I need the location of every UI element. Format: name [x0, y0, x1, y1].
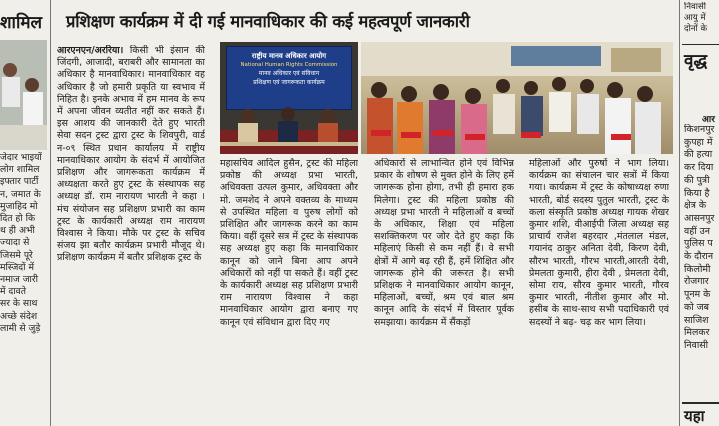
left-strip-photo	[0, 40, 47, 150]
left-strip-headline: शामिल	[0, 13, 43, 33]
banner	[226, 46, 352, 110]
article-headline: प्रशिक्षण कार्यक्रम में दी गई मानवाधिकार की कई महत्वपूर्ण जानकारी	[66, 12, 470, 31]
left-strip-text: जेदार भाइयों लोग शामिल इफ्तार पार्टी न, जमात के मुजाहिद मो दित हो कि थ ही अभी ज्यादा से जिसमे पूरे मस्जिदों में नमाज जारी में दावते सर के साथ अच्छे संदेश लामी से जुड़े	[0, 152, 42, 334]
column-divider-right	[679, 0, 680, 426]
article-column-4: महिलाओं और पुरुषों ने भाग लिया। कार्यक्रम का संचालन चार सत्रों में किया गया। कार्यक्रम में ट्रस्ट के कोषाध्यक्ष रुणा भारती, बोर्ड सदस्य पुतुल भारती, ट्रस्ट के कला संस्कृति प्रकोष्ठ अध्यक्ष गायक शेखर कुमार शशि, वीआईपी जिला अध्यक्ष सह प्राचार्य राजेश बहरदार ,मंतलाल मंडल, गयानंद ठाकुर अनिता देवी, किरण देवी, सौरभ भारती, गौरभ भारती,आरती देवी, प्रेमलता कुमारी, हीरा देवी , प्रेमलता देवी, सोमा राय, सौरव कुमार भारती, गौरव कुमार भारती, नीतीश कुमार और मो. हसीब के साथ-साथ सभी पदाधिकारी एवं सदस्यों ने बढ़- चढ़ कर भाग लिया।	[529, 158, 669, 328]
crowd-illustration	[0, 40, 47, 150]
right-strip-subtitle: आर	[702, 115, 715, 125]
banner-title-hindi: राष्ट्रीय मानव अधिकार आयोग	[251, 52, 327, 60]
stage-people-illustration	[220, 102, 358, 154]
right-strip-bottom-rule	[682, 402, 719, 404]
banner-title-english: National Human Rights Commission	[240, 62, 338, 68]
right-strip-rule	[682, 44, 719, 45]
banner-subtitle-2: प्रशिक्षण एवं जागरूकता कार्यक्रम	[253, 79, 325, 86]
right-strip-headline: वृद्ध	[684, 51, 708, 71]
right-strip-top-text: निवासी आयु में दोनों के	[684, 2, 708, 34]
article-column-1-text: किसी भी इंसान की जिंदगी, आजादी, बराबरी और सामानता का अधिकार है मानवाधिकार। मानवाधिकार वह अधिकार है जो हमारी प्रकृति या स्वभाव में निहित है। इनके अभाव में हम मानव के रूप में अपना जीवन व्यतीत नहीं कर सकते हैं। इस आशय की जानकारी देते हुए भारती सेवा सदन ट्रस्ट द्वारा ट्रस्ट के शिवपुरी, वार्ड न-०९ स्थित प्रधान कार्यालय में राष्ट्रीय मानवाधिकार आयोग के संदर्भ में आयोजित प्रशिक्षण और जागरूकता कार्यक्रम में अध्यक्षता करते हुए ट्रस्ट के संस्थापक सह अध्यक्ष डॉ. राम नारायण भारती ने कहा । मंच संयोजन सह प्रशिक्षण प्रभारी का काम ट्रस्ट के कार्यकारी अध्यक्ष राम नारायण विश्वास ने किया। मौके पर ट्रस्ट के सचिव संजय झा बतौर कार्यक्रम प्रभारी मौजूद थे। प्रशिक्षण कार्यक्रम में बतौर प्रशिक्षक ट्रस्ट के	[57, 45, 205, 264]
event-photo-audience	[361, 42, 673, 154]
article-column-1	[57, 45, 205, 405]
article-column-3: अधिकारों से लाभान्वित होने एवं विभिन्न प्रकार के शोषण से मुक्त होने के लिए हमें जागरूक होना होगा, तभी ही हमारा हक मिलेगा। ट्रस्ट की महिला प्रकोष्ठ की अध्यक्ष प्रभा भारती ने महिलाओं व बच्चों के अधिकार, शिक्षा एवं महिला सशक्तिकरण पर जोर देते हुए कहा कि महिलाएं किसी से कम नहीं हैं। वे सभी क्षेत्रों में आगे बढ़ रही हैं, हमें शिक्षित और जागरूक होने की जरूरत है। सभी प्रशिक्षक ने मानवाधिकार आयोग कानून, महिलाओं, बच्चों, श्रम एवं बाल श्रम कानून आदि के संदर्भ में विस्तार पूर्वक समझाया। कार्यक्रम में सैंकड़ों	[374, 158, 514, 328]
banner-subtitle-1: मानव अधिकार एवं संविधान	[258, 70, 320, 77]
event-photo-stage	[220, 42, 358, 154]
right-strip-bottom-headline: यहा	[684, 407, 705, 425]
right-strip-text: किशनपुर कुपहा में की हत्या कर दिया की पुत्री किया है क्षेत्र के आसनपुर वहीं उन पुलिस प के दौरान किलोमी रोजगार पूनम के को जब साजिश मिलकर निवासी	[684, 124, 715, 351]
audience-illustration	[361, 42, 673, 154]
article-column-2: महासचिव आदिल हुसैन, ट्रस्ट की महिला प्रकोष्ठ की अध्यक्ष प्रभा भारती, अधिवक्ता उत्पल कुमार, अधिवक्ता और मो. जमशेद ने अपने वक्तव्य के माध्यम से उपस्थित महिला व पुरुष लोगों को प्रशिक्षित और जागरूक करने का काम किया। वहीं दूसरे सत्र में ट्रस्ट के संस्थापक सह अध्यक्ष हुए कहा कि मानवाधिकार कानून को जाने बिना आप अपने अधिकारों को नहीं पा सकते हैं। वहीं ट्रस्ट के कार्यकारी अध्यक्ष सह प्रशिक्षण प्रभारी राम नारायण विश्वास ने कहा मानवाधिकार आयोग द्वारा बनाए गए कानून एवं संविधान द्वारा दिए गए	[220, 158, 358, 328]
column-divider	[50, 0, 51, 426]
article-dateline: आरएनएन/अररिया।	[57, 45, 124, 56]
